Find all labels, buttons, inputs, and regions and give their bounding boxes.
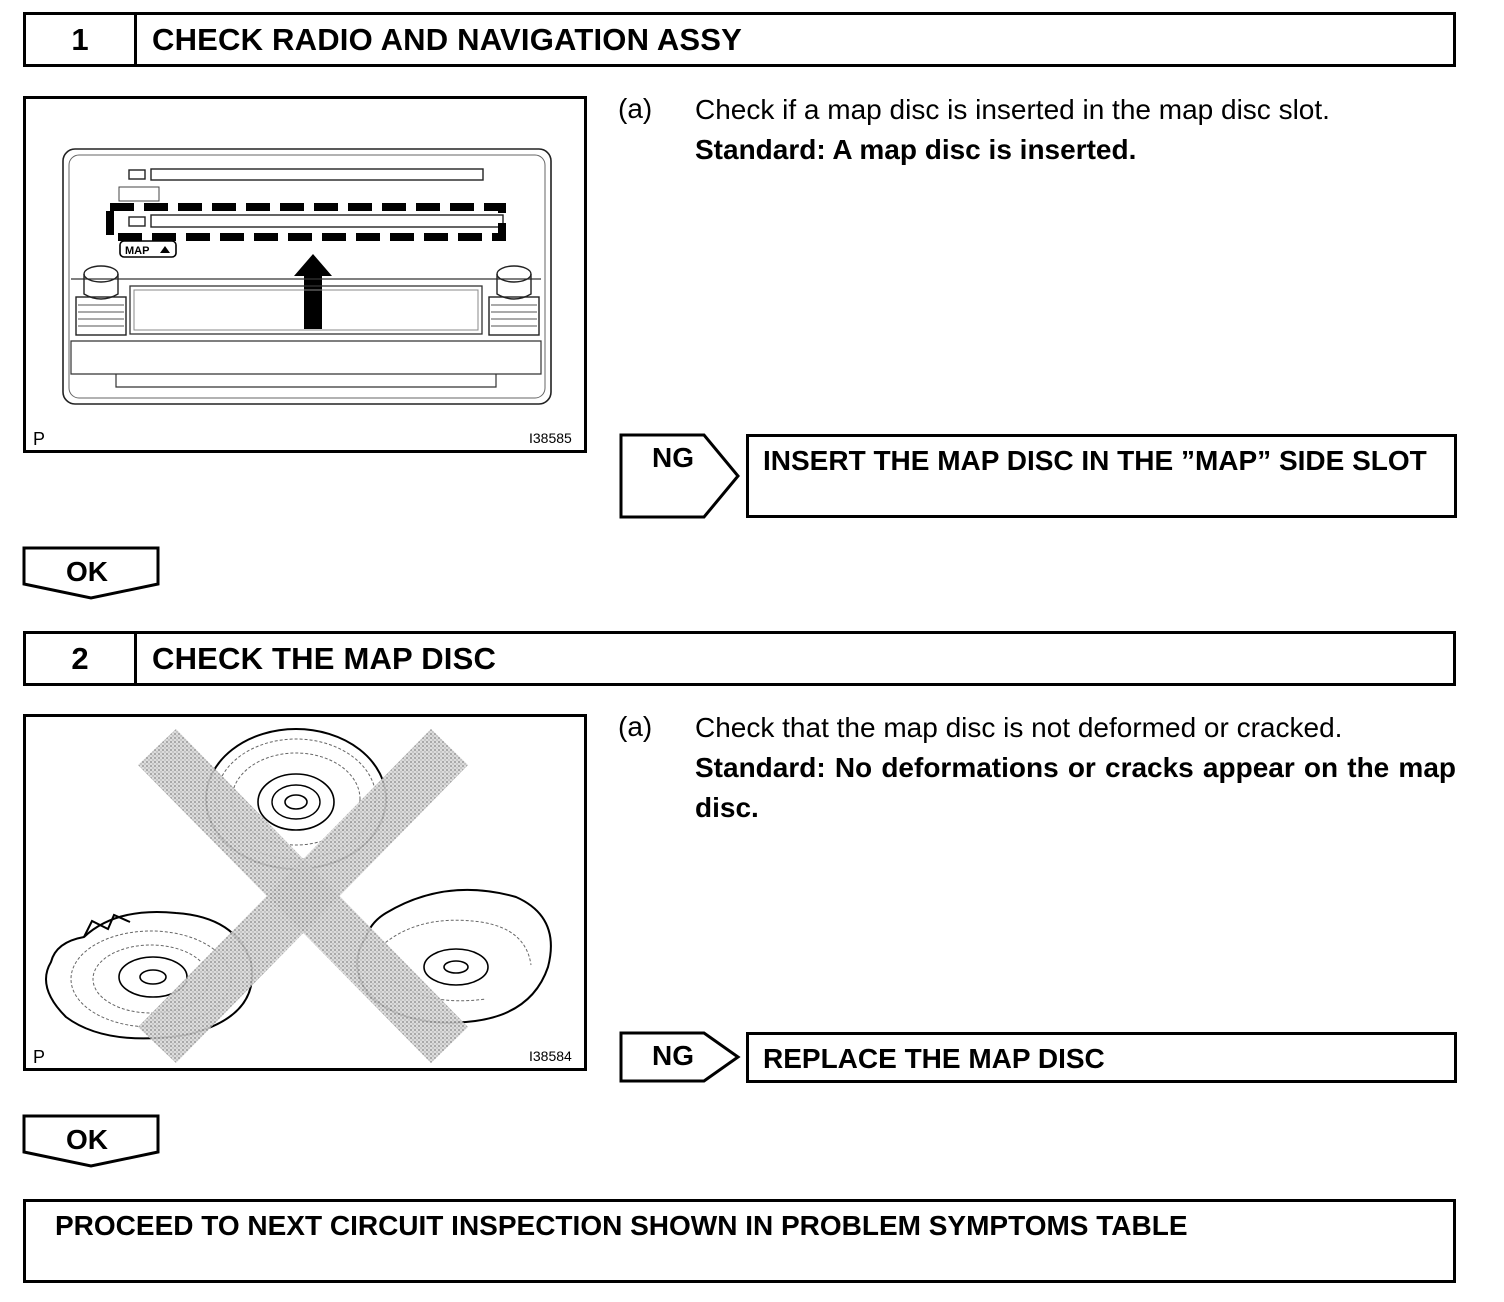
step-1-instruction: Check if a map disc is inserted in the map disc slot. xyxy=(695,94,1330,125)
step-1-item-label: (a) xyxy=(618,93,653,124)
step-1-number: 1 xyxy=(26,15,137,64)
step-2-figure-corner-mark: P xyxy=(33,1047,46,1067)
step-1-figure-corner-mark: P xyxy=(33,429,46,449)
final-action-box: PROCEED TO NEXT CIRCUIT INSPECTION SHOWN IN PROBLEM SYMPTOMS TABLE xyxy=(23,1199,1456,1283)
step-2-header xyxy=(23,631,1456,686)
step-2-number: 2 xyxy=(26,634,137,683)
map-button-label: MAP xyxy=(125,245,150,257)
step-1-ng-action: INSERT THE MAP DISC IN THE ”MAP” SIDE SLOT xyxy=(746,434,1457,518)
step-2-figure xyxy=(23,714,587,1071)
step-1-header xyxy=(23,12,1456,67)
step-2-instruction: Check that the map disc is not deformed or cracked. xyxy=(695,712,1343,743)
radio-navigation-illustration xyxy=(26,99,584,450)
step-2-figure-code: I38584 xyxy=(529,1048,572,1064)
step-1-title: CHECK RADIO AND NAVIGATION ASSY xyxy=(152,21,743,57)
step-1-ok-label: OK xyxy=(66,556,108,587)
step-2-ok-label: OK xyxy=(66,1124,108,1155)
step-2-title: CHECK THE MAP DISC xyxy=(152,640,497,676)
step-2-standard: Standard: No deformations or cracks appear on the map disc. xyxy=(695,752,1456,823)
step-1-figure xyxy=(23,96,587,453)
map-disc-defects-illustration xyxy=(26,717,584,1068)
step-2-item-label: (a) xyxy=(618,711,653,742)
step-1-ng-label: NG xyxy=(652,442,694,473)
step-1-figure-code: I38585 xyxy=(529,430,572,446)
step-2-ng-label: NG xyxy=(652,1040,694,1071)
step-1-standard: Standard: A map disc is inserted. xyxy=(695,134,1137,165)
step-2-ng-action: REPLACE THE MAP DISC xyxy=(746,1032,1457,1083)
